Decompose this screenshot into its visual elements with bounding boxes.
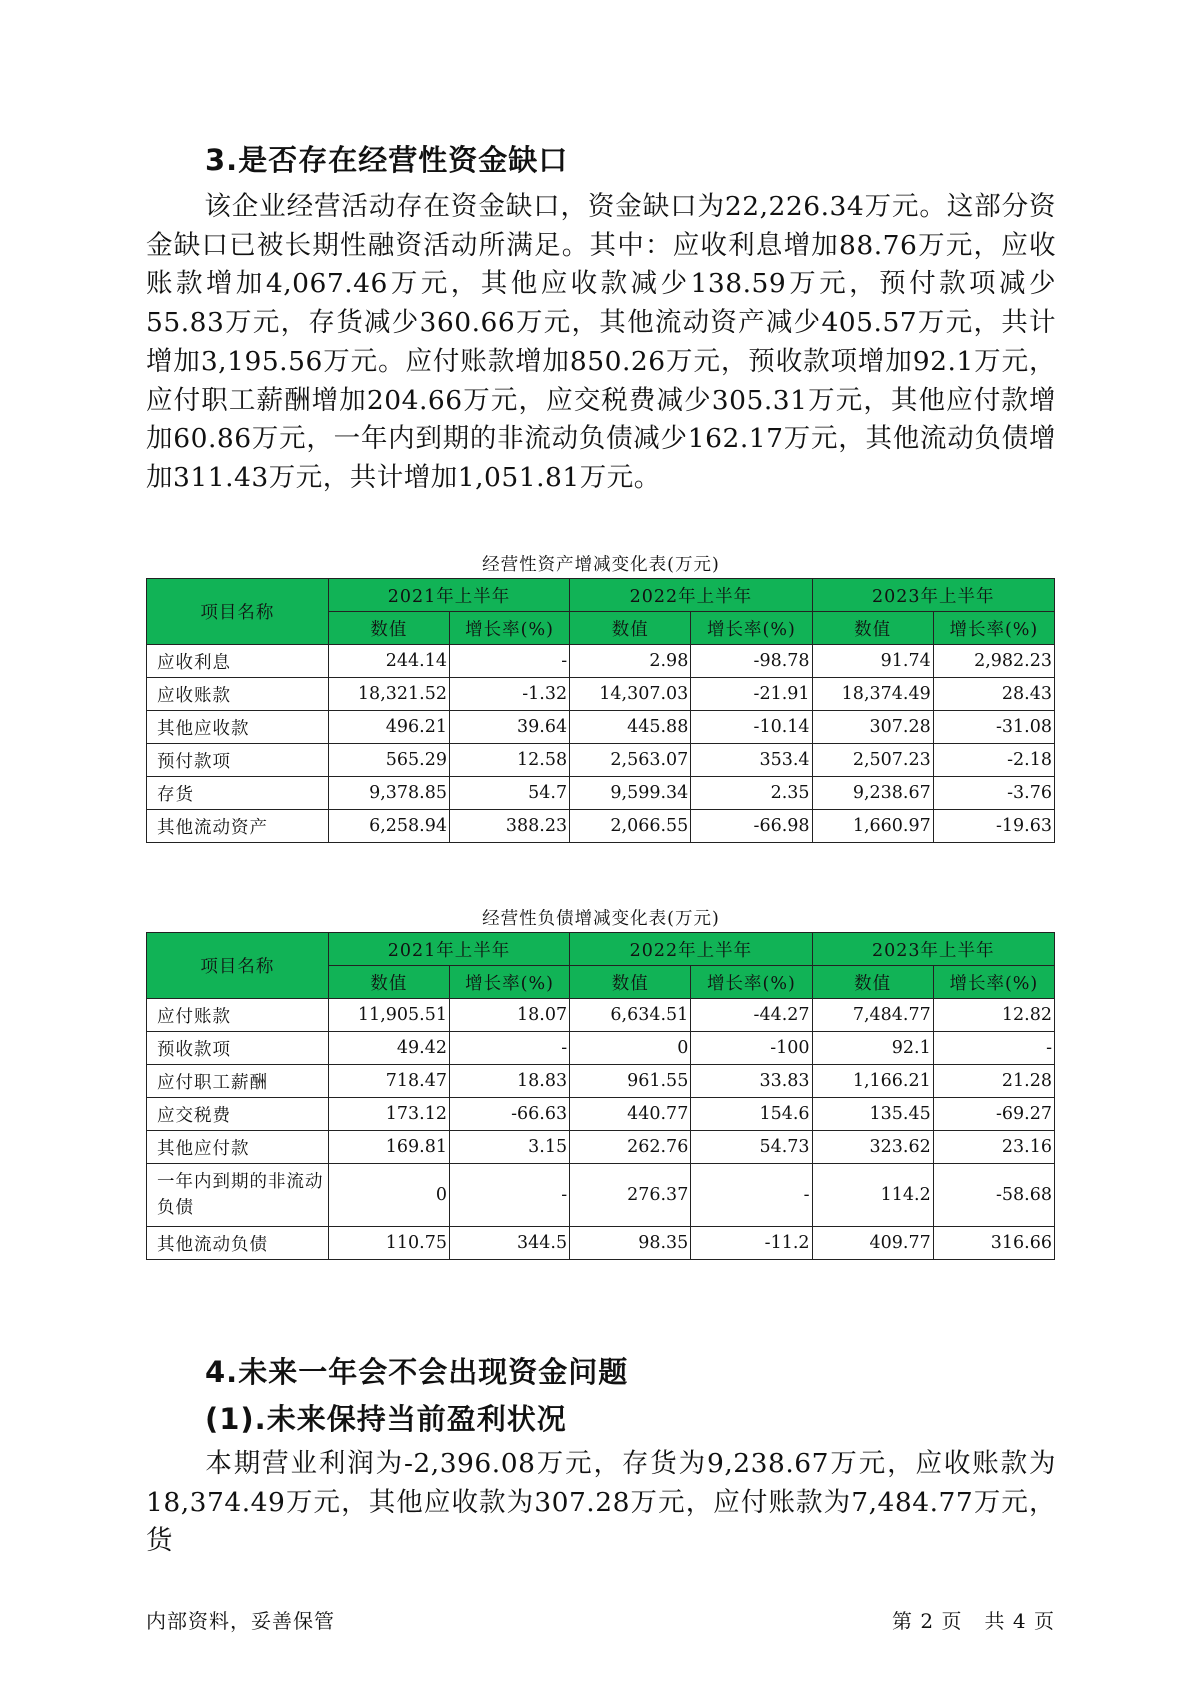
row-item-name: 其他应收款: [147, 711, 329, 744]
value-cell: 1,660.97: [812, 810, 933, 843]
value-cell: 110.75: [328, 1227, 449, 1260]
value-cell: 49.42: [328, 1032, 449, 1065]
period-header: 2023年上半年: [812, 933, 1054, 966]
growth-rate-cell: 54.73: [691, 1131, 812, 1164]
row-item-name: 一年内到期的非流动负债: [147, 1164, 329, 1227]
value-cell: 565.29: [328, 744, 449, 777]
table-row: [147, 744, 1055, 777]
table-row: [147, 1164, 1055, 1227]
row-item-name: 应收利息: [147, 645, 329, 678]
growth-rate-cell: 2.35: [691, 777, 812, 810]
value-cell: 0: [328, 1164, 449, 1227]
liabilities-change-table: [146, 932, 1055, 1260]
growth-rate-cell: 353.4: [691, 744, 812, 777]
section-3-paragraph: [146, 188, 1056, 498]
value-cell: 14,307.03: [570, 678, 691, 711]
growth-rate-cell: 23.16: [933, 1131, 1054, 1164]
value-cell: 2,066.55: [570, 810, 691, 843]
growth-rate-cell: -: [933, 1032, 1054, 1065]
growth-rate-header: 增长率(%): [691, 966, 812, 999]
value-cell: 2,507.23: [812, 744, 933, 777]
value-cell: 18,321.52: [328, 678, 449, 711]
value-cell: 91.74: [812, 645, 933, 678]
growth-rate-cell: 54.7: [450, 777, 570, 810]
value-cell: 135.45: [812, 1098, 933, 1131]
value-cell: 244.14: [328, 645, 449, 678]
assets-change-table: [146, 578, 1055, 843]
value-cell: 440.77: [570, 1098, 691, 1131]
value-cell: 9,599.34: [570, 777, 691, 810]
period-header: 2021年上半年: [328, 933, 569, 966]
section-4-heading: 4.未来一年会不会出现资金问题: [205, 1355, 629, 1389]
value-cell: 6,258.94: [328, 810, 449, 843]
growth-rate-cell: -2.18: [933, 744, 1054, 777]
growth-rate-cell: -3.76: [933, 777, 1054, 810]
growth-rate-header: 增长率(%): [691, 612, 812, 645]
item-name-header: 项目名称: [147, 933, 329, 999]
growth-rate-cell: -69.27: [933, 1098, 1054, 1131]
value-header: 数值: [812, 612, 933, 645]
value-cell: 173.12: [328, 1098, 449, 1131]
period-header: 2022年上半年: [570, 579, 812, 612]
item-name-header: 项目名称: [147, 579, 329, 645]
table-row: [147, 645, 1055, 678]
value-cell: 262.76: [570, 1131, 691, 1164]
growth-rate-cell: 2,982.23: [933, 645, 1054, 678]
value-header: 数值: [328, 966, 449, 999]
row-item-name: 存货: [147, 777, 329, 810]
growth-rate-cell: 388.23: [450, 810, 570, 843]
row-item-name: 预收款项: [147, 1032, 329, 1065]
value-cell: 11,905.51: [328, 999, 449, 1032]
row-item-name: 其他应付款: [147, 1131, 329, 1164]
growth-rate-cell: -98.78: [691, 645, 812, 678]
value-cell: 409.77: [812, 1227, 933, 1260]
value-cell: 9,238.67: [812, 777, 933, 810]
period-header: 2023年上半年: [812, 579, 1054, 612]
growth-rate-cell: 3.15: [450, 1131, 570, 1164]
table-row: [147, 999, 1055, 1032]
value-cell: 169.81: [328, 1131, 449, 1164]
growth-rate-cell: -: [450, 1032, 570, 1065]
value-cell: 276.37: [570, 1164, 691, 1227]
growth-rate-cell: -10.14: [691, 711, 812, 744]
value-cell: 0: [570, 1032, 691, 1065]
growth-rate-cell: -31.08: [933, 711, 1054, 744]
value-cell: 445.88: [570, 711, 691, 744]
value-cell: 6,634.51: [570, 999, 691, 1032]
growth-rate-cell: -: [450, 1164, 570, 1227]
row-item-name: 预付款项: [147, 744, 329, 777]
table-row: [147, 1032, 1055, 1065]
table-row: [147, 678, 1055, 711]
value-cell: 98.35: [570, 1227, 691, 1260]
table-row: [147, 1227, 1055, 1260]
value-header: 数值: [570, 612, 691, 645]
growth-rate-cell: 12.82: [933, 999, 1054, 1032]
value-cell: 323.62: [812, 1131, 933, 1164]
growth-rate-cell: -66.63: [450, 1098, 570, 1131]
growth-rate-cell: 28.43: [933, 678, 1054, 711]
value-cell: 496.21: [328, 711, 449, 744]
growth-rate-cell: -58.68: [933, 1164, 1054, 1227]
table-row: [147, 777, 1055, 810]
value-header: 数值: [812, 966, 933, 999]
growth-rate-cell: 21.28: [933, 1065, 1054, 1098]
growth-rate-cell: -66.98: [691, 810, 812, 843]
value-cell: 114.2: [812, 1164, 933, 1227]
section-4-subheading: (1).未来保持当前盈利状况: [205, 1402, 567, 1436]
value-cell: 2.98: [570, 645, 691, 678]
value-cell: 961.55: [570, 1065, 691, 1098]
growth-rate-cell: 33.83: [691, 1065, 812, 1098]
table-row: [147, 711, 1055, 744]
growth-rate-cell: 12.58: [450, 744, 570, 777]
growth-rate-cell: -11.2: [691, 1227, 812, 1260]
growth-rate-cell: 18.83: [450, 1065, 570, 1098]
growth-rate-header: 增长率(%): [450, 966, 570, 999]
assets-table-caption: 经营性资产增减变化表(万元): [482, 555, 720, 575]
growth-rate-cell: -100: [691, 1032, 812, 1065]
growth-rate-cell: 18.07: [450, 999, 570, 1032]
section-4-paragraph: [146, 1445, 1056, 1561]
growth-rate-cell: 154.6: [691, 1098, 812, 1131]
section-4-paragraph-text: 本期营业利润为-2,396.08万元，存货为9,238.67万元，应收账款为18,374.49万元，其他应收款为307.28万元，应付账款为7,484.77万元，货: [146, 1448, 1056, 1557]
row-item-name: 其他流动资产: [147, 810, 329, 843]
value-cell: 9,378.85: [328, 777, 449, 810]
value-header: 数值: [328, 612, 449, 645]
growth-rate-cell: -44.27: [691, 999, 812, 1032]
table-row: [147, 1131, 1055, 1164]
section-3-heading: 3.是否存在经营性资金缺口: [205, 143, 569, 177]
row-item-name: 应交税费: [147, 1098, 329, 1131]
row-item-name: 应收账款: [147, 678, 329, 711]
value-header: 数值: [570, 966, 691, 999]
growth-rate-cell: -21.91: [691, 678, 812, 711]
growth-rate-cell: 344.5: [450, 1227, 570, 1260]
value-cell: 2,563.07: [570, 744, 691, 777]
growth-rate-cell: 316.66: [933, 1227, 1054, 1260]
growth-rate-cell: -1.32: [450, 678, 570, 711]
table-row: [147, 810, 1055, 843]
growth-rate-header: 增长率(%): [450, 612, 570, 645]
value-cell: 18,374.49: [812, 678, 933, 711]
row-item-name: 应付职工薪酬: [147, 1065, 329, 1098]
footer-page-number: 第 2 页 共 4 页: [892, 1609, 1055, 1633]
growth-rate-cell: -19.63: [933, 810, 1054, 843]
value-cell: 1,166.21: [812, 1065, 933, 1098]
value-cell: 92.1: [812, 1032, 933, 1065]
table-row: [147, 1065, 1055, 1098]
table-row: [147, 1098, 1055, 1131]
growth-rate-cell: -: [691, 1164, 812, 1227]
row-item-name: 其他流动负债: [147, 1227, 329, 1260]
liabilities-table-caption: 经营性负债增减变化表(万元): [482, 909, 720, 929]
period-header: 2022年上半年: [570, 933, 812, 966]
value-cell: 7,484.77: [812, 999, 933, 1032]
value-cell: 718.47: [328, 1065, 449, 1098]
growth-rate-cell: -: [450, 645, 570, 678]
row-item-name: 应付账款: [147, 999, 329, 1032]
growth-rate-header: 增长率(%): [933, 612, 1054, 645]
growth-rate-header: 增长率(%): [933, 966, 1054, 999]
footer-confidential-note: 内部资料，妥善保管: [146, 1609, 335, 1633]
section-3-paragraph-text: 该企业经营活动存在资金缺口，资金缺口为22,226.34万元。这部分资金缺口已被长期性融资活动所满足。其中：应收利息增加88.76万元，应收账款增加4,067.46万元，其他应收款减少138.59万元，预付款项减少55.83万元，存货减少360.66万元，其他流动资产减少405.57万元，共计增加3,195.56万元。应付账款增加850.26万元，预收款项增加92.1万元，应付职工薪酬增加204.66万元，应交税费减少305.31万元，其他应付款增加60.86万元，一年内到期的非流动负债减少162.17万元，其他流动负债增加311.43万元，共计增加1,051.81万元。: [146, 191, 1056, 493]
period-header: 2021年上半年: [328, 579, 569, 612]
value-cell: 307.28: [812, 711, 933, 744]
growth-rate-cell: 39.64: [450, 711, 570, 744]
